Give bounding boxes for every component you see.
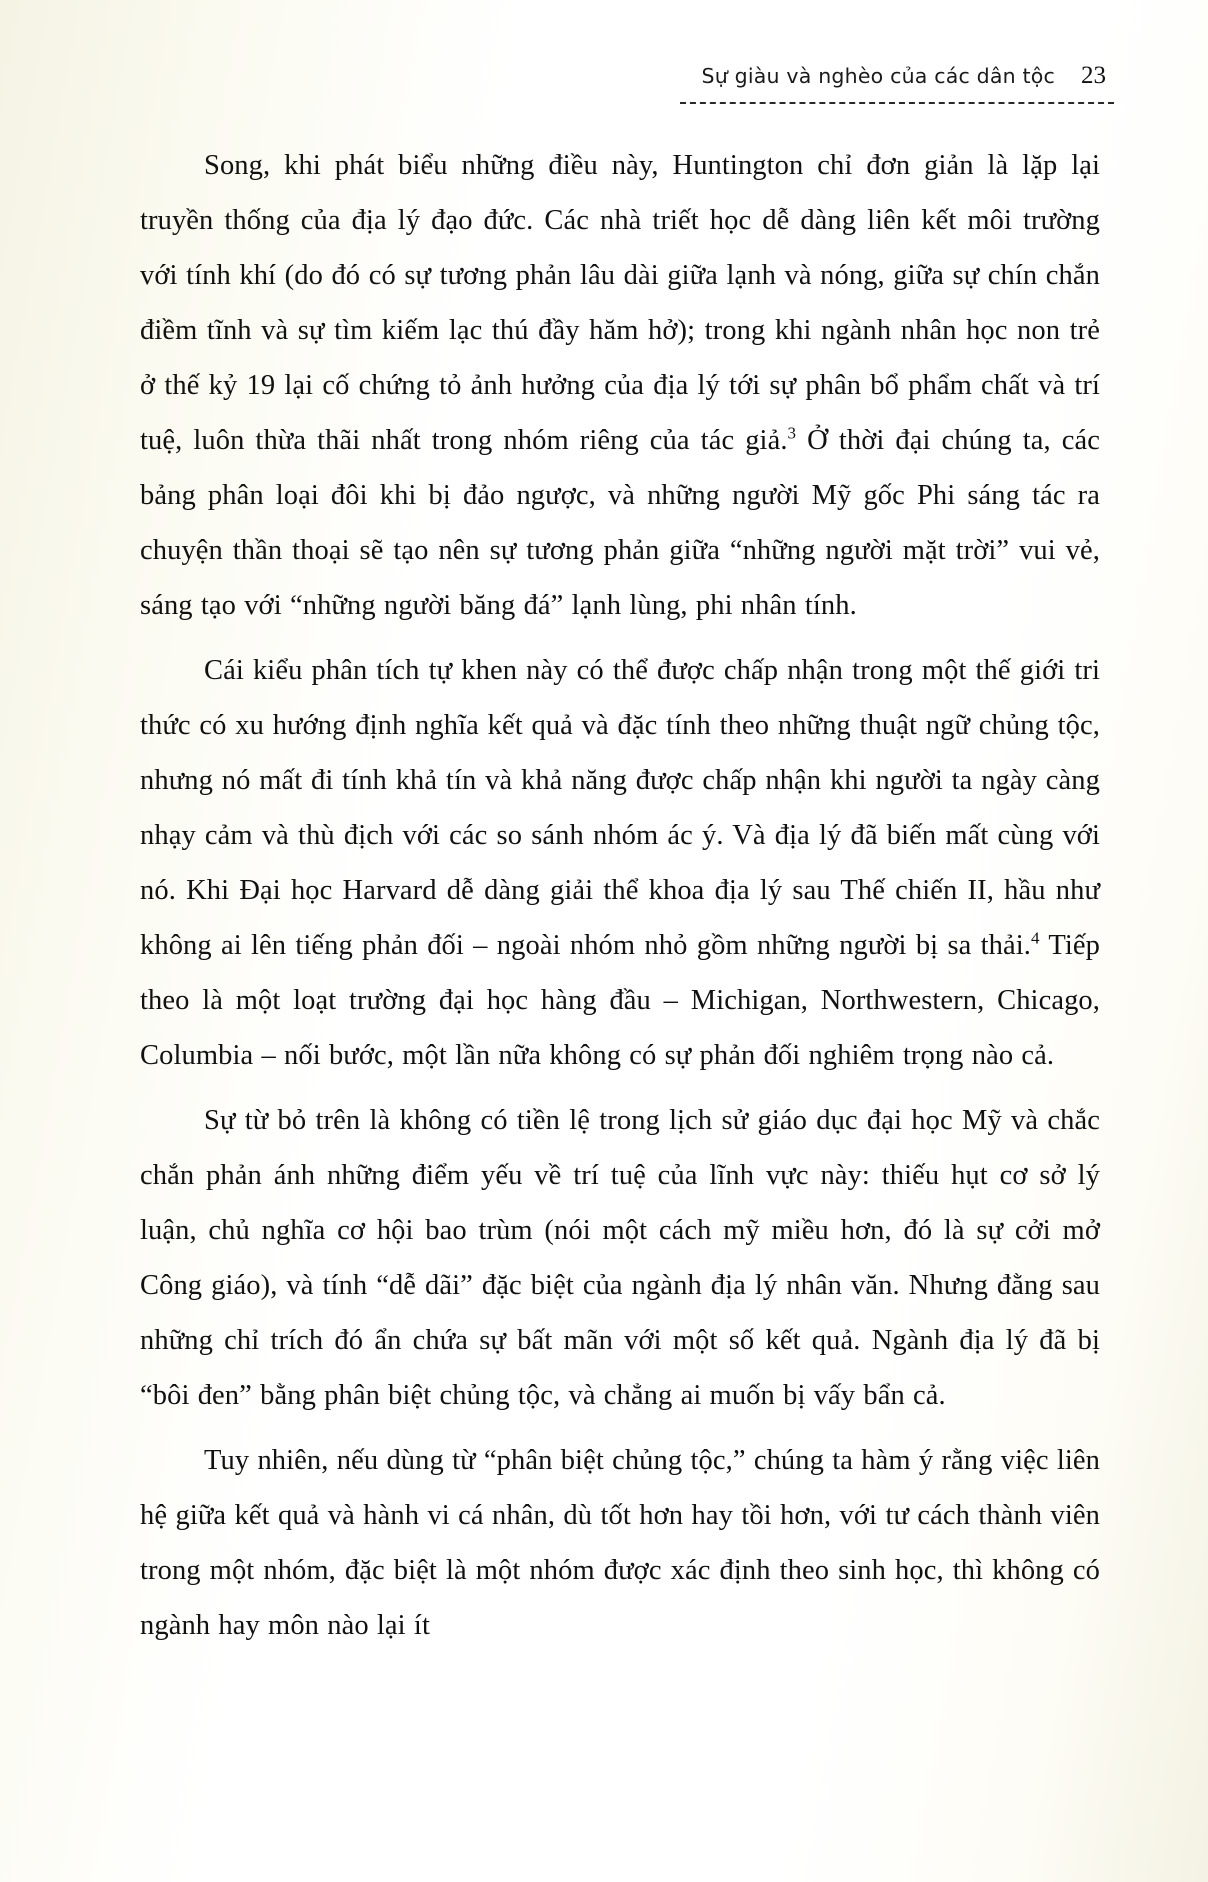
- paragraph-text: Song, khi phát biểu những điều này, Huntington chỉ đơn giản là lặp lại truyền thống của địa lý đạo đức. Các nhà triết học dễ dàng liên kết môi trường với tính khí (do đó có sự tương phản lâu dài giữa lạnh và nóng, giữa sự chín chắn điềm tĩnh và sự tìm kiếm lạc thú đầy hăm hở); trong khi ngành nhân học non trẻ ở thế kỷ 19 lại cố chứng tỏ ảnh hưởng của địa lý tới sự phân bổ phẩm chất và trí tuệ, luôn thừa thãi nhất trong nhóm riêng của tác giả.: [140, 150, 1100, 456]
- paragraph: [140, 1433, 1100, 1653]
- paragraph-text-continued: Tiếp theo là một loạt trường đại học hàng đầu – Michigan, Northwestern, Chicago, Columbia – nối bước, một lần nữa không có sự phản đối nghiêm trọng nào cả.: [140, 930, 1100, 1071]
- paragraph: [140, 1093, 1100, 1423]
- footnote-marker: 3: [787, 423, 797, 443]
- paragraph: [140, 643, 1100, 1083]
- paragraph-text: Tuy nhiên, nếu dùng từ “phân biệt chủng tộc,” chúng ta hàm ý rằng việc liên hệ giữa kết quả và hành vi cá nhân, dù tốt hơn hay tồi hơn, với tư cách thành viên trong một nhóm, đặc biệt là một nhóm được xác định theo sinh học, thì không có ngành hay môn nào lại ít: [140, 1445, 1100, 1641]
- page-content: [138, 62, 1118, 1653]
- paragraph-text: Sự từ bỏ trên là không có tiền lệ trong lịch sử giáo dục đại học Mỹ và chắc chắn phản ánh những điểm yếu về trí tuệ của lĩnh vực này: thiếu hụt cơ sở lý luận, chủ nghĩa cơ hội bao trùm (nói một cách mỹ miều hơn, đó là sự cởi mở Công giáo), và tính “dễ dãi” đặc biệt của ngành địa lý nhân văn. Nhưng đằng sau những chỉ trích đó ẩn chứa sự bất mãn với một số kết quả. Ngành địa lý đã bị “bôi đen” bằng phân biệt chủng tộc, và chẳng ai muốn bị vấy bẩn cả.: [140, 1105, 1100, 1411]
- page-number: 23: [1081, 62, 1106, 89]
- footnote-marker: 4: [1031, 928, 1040, 948]
- page-header: [138, 62, 1118, 90]
- paragraph-text-continued: Ở thời đại chúng ta, các bảng phân loại đôi khi bị đảo ngược, và những người Mỹ gốc Phi sáng tác ra chuyện thần thoại sẽ tạo nên sự tương phản giữa “những người mặt trời” vui vẻ, sáng tạo với “những người băng đá” lạnh lùng, phi nhân tính.: [140, 425, 1100, 621]
- paragraph-text: Cái kiểu phân tích tự khen này có thể được chấp nhận trong một thế giới tri thức có xu hướng định nghĩa kết quả và đặc tính theo những thuật ngữ chủng tộc, nhưng nó mất đi tính khả tín và khả năng được chấp nhận khi người ta ngày càng nhạy cảm và thù địch với các so sánh nhóm ác ý. Và địa lý đã biến mất cùng với nó. Khi Đại học Harvard dễ dàng giải thể khoa địa lý sau Thế chiến II, hầu như không ai lên tiếng phản đối – ngoài nhóm nhỏ gồm những người bị sa thải.: [140, 655, 1100, 961]
- running-title: Sự giàu và nghèo của các dân tộc: [701, 64, 1055, 88]
- paragraph: [140, 138, 1100, 633]
- header-divider: [680, 102, 1114, 104]
- body-text: [138, 138, 1118, 1653]
